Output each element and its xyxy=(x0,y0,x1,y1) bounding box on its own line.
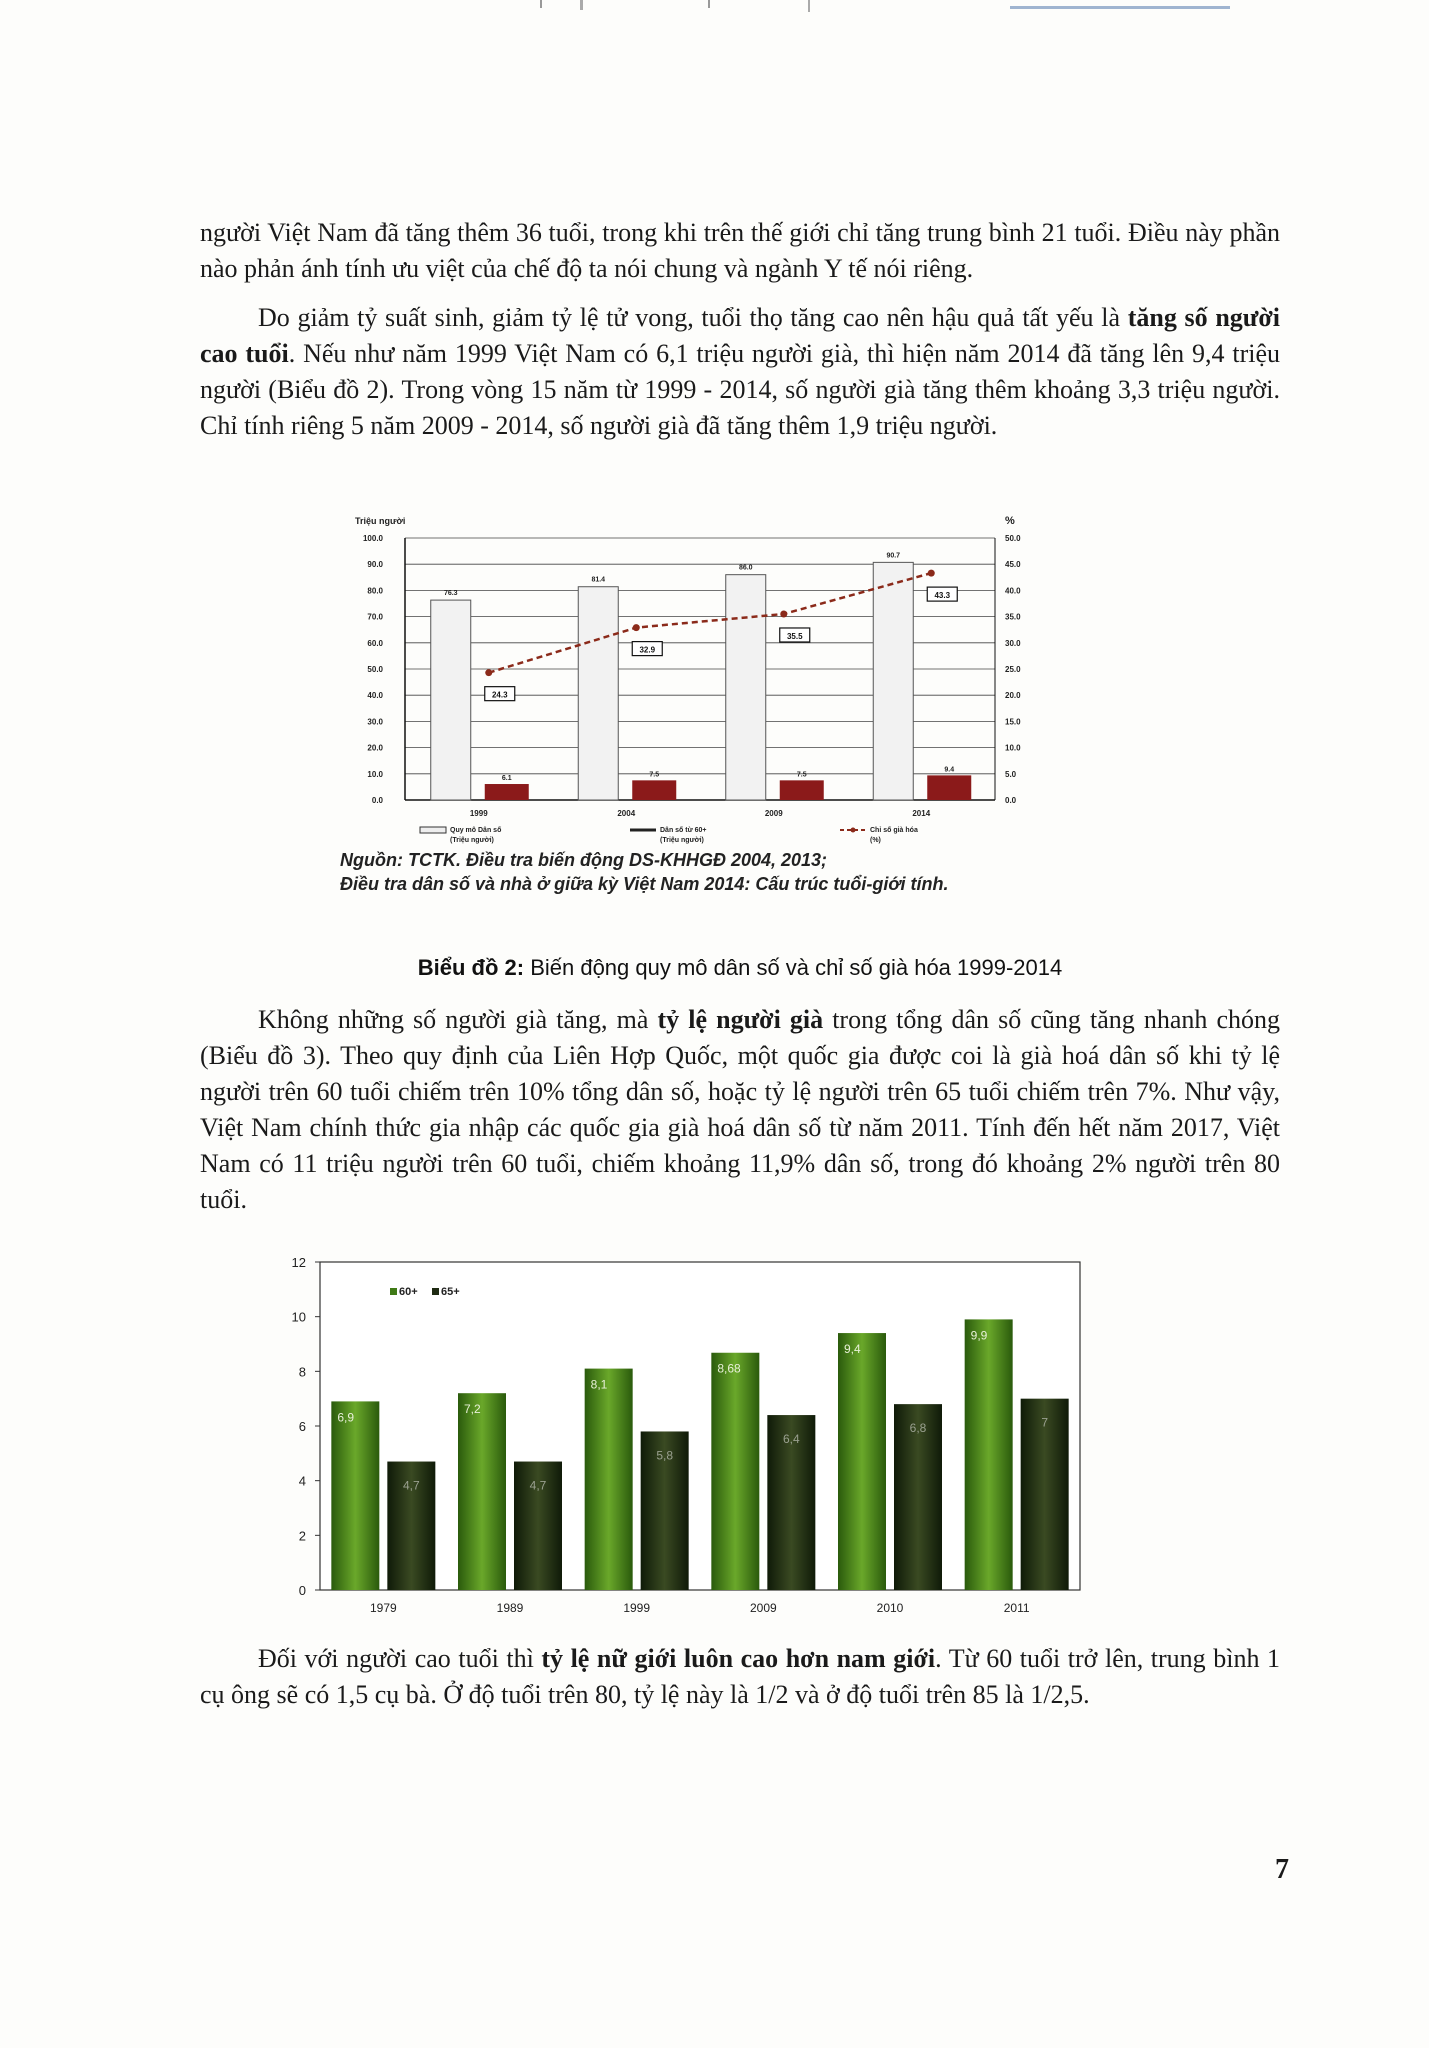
bar-elderly-population xyxy=(927,775,971,800)
point-aging-index xyxy=(633,624,640,631)
bar-total-label: 81.4 xyxy=(591,576,606,584)
bar-65-label: 4,7 xyxy=(529,1478,547,1493)
legend-swatch xyxy=(420,827,446,833)
bar-65-label: 6,8 xyxy=(909,1421,927,1436)
paragraph-bold-text: tỷ lệ người già xyxy=(657,1005,824,1034)
bar-elderly-label: 9.4 xyxy=(944,766,955,774)
bar-60-label: 8,68 xyxy=(717,1361,741,1376)
right-tick-label: 5.0 xyxy=(1005,769,1017,779)
bar-elderly-population xyxy=(632,780,676,800)
page-number: 7 xyxy=(1275,1854,1289,1885)
bar-60-plus xyxy=(585,1369,633,1590)
y-tick-label: 8 xyxy=(298,1364,306,1380)
aging-index-label: 35.5 xyxy=(786,631,803,641)
bar-total-population xyxy=(431,600,471,800)
paragraph-life-expectancy xyxy=(200,215,1280,287)
paragraph-bold-text: tăng số người cao tuổi xyxy=(200,303,1280,368)
x-tick-label: 2011 xyxy=(1003,1601,1030,1615)
paragraph-bold-text: tỷ lệ nữ giới luôn cao hơn nam giới xyxy=(541,1644,936,1673)
x-tick-label: 2009 xyxy=(764,809,783,818)
bar-60-plus xyxy=(711,1353,759,1590)
right-tick-label: 20.0 xyxy=(1005,691,1021,701)
x-tick-label: 1979 xyxy=(369,1601,397,1615)
right-tick-label: 0.0 xyxy=(1005,796,1017,805)
legend-label: Quy mô Dân số xyxy=(450,827,502,834)
legend-label-unit: (%) xyxy=(870,837,881,844)
y-tick-label: 12 xyxy=(291,1255,306,1270)
bar-elderly-population xyxy=(485,784,529,800)
bar-60-label: 7,2 xyxy=(464,1402,481,1417)
paragraph-text: Không những số người già tăng, mà xyxy=(258,1005,658,1034)
bar-60-plus xyxy=(965,1319,1013,1590)
point-aging-index xyxy=(780,610,787,617)
paragraph-elderly-ratio xyxy=(200,1002,1280,1218)
legend-label-60: 60+ xyxy=(399,1286,418,1298)
source-line-1: Nguồn: TCTK. Điều tra biến động DS-KHHGĐ 2004, 2013; xyxy=(340,850,828,870)
bar-65-label: 6,4 xyxy=(782,1432,800,1447)
source-line-2: Điều tra dân số và nhà ở giữa kỳ Việt Nam 2014: Cấu trúc tuổi-giới tính. xyxy=(340,874,949,894)
bar-60-plus xyxy=(838,1333,886,1590)
right-tick-label: 35.0 xyxy=(1005,612,1021,622)
bar-total-population xyxy=(726,575,766,800)
chart-population-aging-index xyxy=(340,506,1040,848)
left-tick-label: 20.0 xyxy=(367,743,383,753)
left-tick-label: 40.0 xyxy=(367,691,383,701)
aging-index-label: 32.9 xyxy=(639,645,656,655)
bar-60-plus xyxy=(458,1393,506,1590)
left-tick-label: 100.0 xyxy=(362,534,383,543)
bar-60-label: 8,1 xyxy=(590,1377,608,1392)
left-tick-label: 0.0 xyxy=(371,796,383,805)
y-tick-label: 4 xyxy=(298,1473,306,1489)
bar-60-label: 9,9 xyxy=(970,1328,988,1343)
paragraph-text: . Nếu như năm 1999 Việt Nam có 6,1 triệu người già, thì hiện năm 2014 đã tăng lên 9,4 triệu người (Biểu đồ 2). Trong vòng 15 năm từ 1999 - 2014, số người già tăng thêm khoảng 3,3 triệu người. Chỉ tính riêng 5 năm 2009 - 2014, số người già đã tăng thêm 1,9 triệu người. xyxy=(200,339,1280,440)
bar-60-plus xyxy=(331,1401,379,1590)
scan-top-marks xyxy=(0,0,1429,20)
bar-total-population xyxy=(873,562,913,800)
x-tick-label: 1999 xyxy=(623,1601,651,1615)
bar-total-label: 90.7 xyxy=(886,552,901,560)
right-tick-label: 30.0 xyxy=(1005,638,1021,648)
x-tick-label: 1999 xyxy=(469,809,488,818)
right-tick-label: 25.0 xyxy=(1005,665,1021,674)
x-tick-label: 2010 xyxy=(876,1601,904,1615)
legend-label-65: 65+ xyxy=(441,1286,460,1298)
y-tick-label: 0 xyxy=(298,1583,306,1598)
legend-swatch-60 xyxy=(390,1288,397,1295)
x-tick-label: 1989 xyxy=(496,1601,524,1615)
bar-elderly-population xyxy=(780,780,824,800)
x-tick-label: 2009 xyxy=(749,1601,777,1615)
y-tick-label: 2 xyxy=(298,1528,306,1544)
left-tick-label: 50.0 xyxy=(367,665,383,674)
right-axis-unit: % xyxy=(1005,515,1015,527)
bar-65-label: 5,8 xyxy=(656,1448,674,1463)
right-tick-label: 50.0 xyxy=(1005,534,1021,543)
bar-60-label: 6,9 xyxy=(337,1410,355,1425)
y-tick-label: 10 xyxy=(291,1309,306,1325)
paragraph-text: trong tổng dân số cũng tăng nhanh chóng (Biểu đồ 3). Theo quy định của Liên Hợp Quốc, một quốc gia được coi là già hoá dân số khi tỷ lệ người trên 60 tuổi chiếm trên 10% tổng dân số, hoặc tỷ lệ người trên 65 tuổi chiếm trên 7%. Như vậy, Việt Nam chính thức gia nhập các quốc gia già hoá dân số từ năm 2011. Tính đến hết năm 2017, Việt Nam có 11 triệu người trên 60 tuổi, chiếm khoảng 11,9% dân số, trong đó khoảng 2% người trên 80 tuổi. xyxy=(200,1005,1280,1214)
bar-60-label: 9,4 xyxy=(844,1342,861,1357)
left-tick-label: 60.0 xyxy=(367,638,383,648)
paragraph-elderly-count xyxy=(200,300,1280,444)
caption-text: Biến động quy mô dân số và chỉ số già hóa 1999-2014 xyxy=(524,955,1063,980)
bar-elderly-label: 7.5 xyxy=(649,771,660,779)
right-tick-label: 15.0 xyxy=(1005,717,1021,727)
legend-swatch-65 xyxy=(432,1288,439,1295)
x-tick-label: 2004 xyxy=(617,809,636,818)
paragraph-gender-ratio xyxy=(200,1641,1280,1713)
bar-total-population xyxy=(578,587,618,800)
left-tick-label: 70.0 xyxy=(367,612,383,622)
left-axis-unit: Triệu người xyxy=(355,516,406,526)
chart-source-note xyxy=(340,848,1140,896)
bar-total-label: 76.3 xyxy=(443,590,458,598)
left-tick-label: 90.0 xyxy=(367,560,383,570)
legend-marker xyxy=(851,828,856,833)
right-tick-label: 45.0 xyxy=(1005,560,1021,570)
left-tick-label: 10.0 xyxy=(367,769,383,779)
bar-elderly-label: 6.1 xyxy=(501,775,512,783)
right-tick-label: 40.0 xyxy=(1005,586,1021,596)
bar-65-label: 4,7 xyxy=(402,1478,420,1493)
left-tick-label: 30.0 xyxy=(367,717,383,727)
caption-label: Biểu đồ 2: xyxy=(417,955,525,980)
y-tick-label: 6 xyxy=(298,1419,306,1434)
legend-label-unit: (Triệu người) xyxy=(450,837,494,844)
paragraph-text: người Việt Nam đã tăng thêm 36 tuổi, trong khi trên thế giới chỉ tăng trung bình 21 tuổi. Điều này phần nào phản ánh tính ưu việt của chế độ ta nói chung và ngành Y tế nói riêng. xyxy=(200,218,1280,283)
legend-label-unit: (Triệu người) xyxy=(660,837,704,844)
aging-index-label: 43.3 xyxy=(934,591,951,601)
bar-total-label: 86.0 xyxy=(738,564,753,572)
point-aging-index xyxy=(928,570,935,577)
right-tick-label: 10.0 xyxy=(1005,743,1021,753)
left-tick-label: 80.0 xyxy=(367,586,383,596)
paragraph-text: Do giảm tỷ suất sinh, giảm tỷ lệ tử vong, tuổi thọ tăng cao nên hậu quả tất yếu là xyxy=(258,303,1128,332)
x-tick-label: 2014 xyxy=(912,809,931,818)
chart-elderly-ratio xyxy=(280,1250,1100,1630)
aging-index-label: 24.3 xyxy=(491,690,508,700)
bar-65-label: 7 xyxy=(1041,1415,1049,1430)
line-aging-index xyxy=(489,573,932,673)
paragraph-text: Đối với người cao tuổi thì xyxy=(258,1644,542,1673)
legend-label: Chỉ số già hóa xyxy=(870,827,918,834)
point-aging-index xyxy=(485,669,492,676)
bar-elderly-label: 7.5 xyxy=(796,771,807,779)
legend-label: Dân số từ 60+ xyxy=(660,827,707,834)
paragraph-text: . Từ 60 tuổi trở lên, trung bình 1 cụ ông sẽ có 1,5 cụ bà. Ở độ tuổi trên 80, tỷ lệ này là 1/2 và ở độ tuổi trên 85 là 1/2,5. xyxy=(200,1644,1281,1709)
chart-caption xyxy=(200,955,1280,981)
